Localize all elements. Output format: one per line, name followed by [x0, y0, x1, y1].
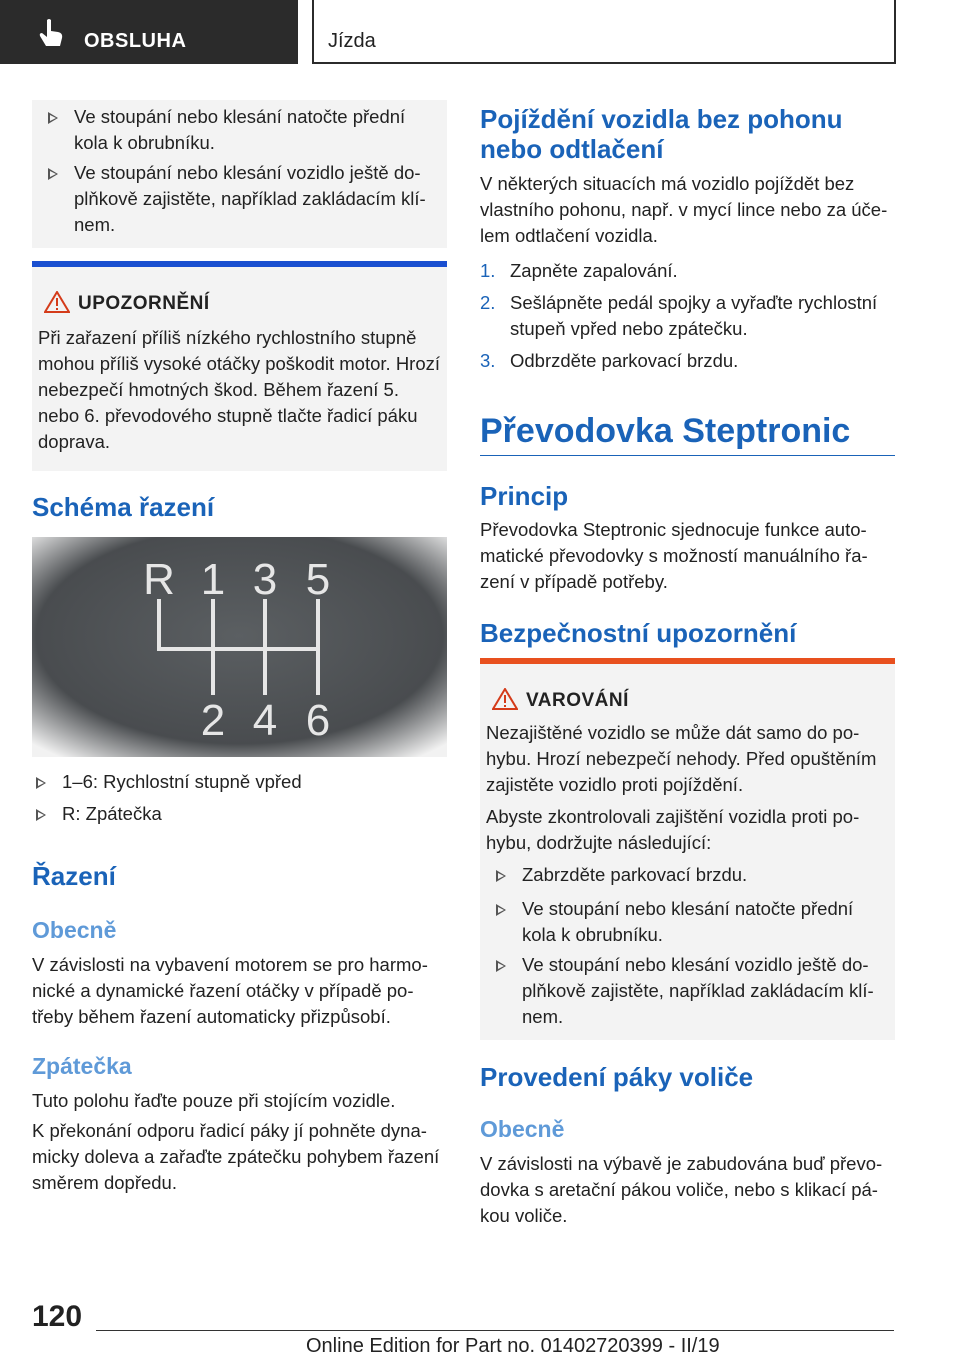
gear-shift-diagram — [32, 537, 447, 757]
caution-box — [32, 261, 447, 471]
triangle-bullet-icon — [36, 777, 46, 789]
safety-heading: Bezpečnostní upozornění — [480, 618, 797, 648]
triangle-bullet-icon — [496, 904, 506, 916]
heading-rule — [480, 455, 895, 456]
principle-text: Převodovka Steptronic sjednocuje funkce auto-matické převodovky s možností manuálního řa-zení v případě potřeby. — [480, 519, 868, 592]
list-item: Ve stoupání nebo klesání natočte přední kola k obrubníku. — [480, 896, 865, 948]
caution-text: Při zařazení příliš nízkého rychlostního stupně mohou příliš vysoké otáčky poškodit motor. Hrozí nebezpečí hmotných škod. Během řazení 5. nebo 6. převodového stupně tlačte řadicí páku doprava. — [38, 327, 441, 452]
towing-heading: Pojíždění vozidla bez pohonu nebo odtlačení — [480, 104, 843, 164]
gear-label-2: 2 — [200, 696, 226, 745]
list-item: Ve stoupání nebo klesání vozidlo ještě do-plňkově zajistěte, například zakládacím klí-nem. — [480, 952, 887, 1030]
warning-text-2: Abyste zkontrolovali zajištění vozidla proti po-hybu, dodržujte následující: — [486, 806, 860, 853]
reverse-subheading: Zpátečka — [32, 1053, 132, 1079]
list-item: 3. Odbrzděte parkovací brzdu. — [480, 350, 739, 371]
gear-label-r: R — [143, 555, 175, 604]
selector-heading: Provedení páky voliče — [480, 1062, 754, 1092]
edition-note: Online Edition for Part no. 01402720399 - II/19 — [306, 1335, 720, 1357]
list-item: Zabrzděte parkovací brzdu. — [480, 862, 885, 888]
chapter-title: Jízda — [328, 30, 376, 52]
gear-label-6: 6 — [305, 696, 331, 745]
warning-title: VAROVÁNÍ — [526, 690, 629, 711]
list-item: Ve stoupání nebo klesání natočte přední kola k obrubníku. — [32, 104, 427, 156]
header-chapter-tab — [312, 0, 896, 64]
selector-subheading: Obecně — [480, 1116, 565, 1142]
list-item: Ve stoupání nebo klesání vozidlo ještě do-plňkově zajistěte, například zakládacím klí-nem. — [32, 160, 439, 238]
gear-label-1: 1 — [200, 555, 226, 604]
page-number: 120 — [32, 1300, 83, 1333]
warning-text-1: Nezajištěné vozidlo se může dát samo do po-hybu. Hrozí nebezpečí nehody. Před opuštěním zajistěte vozidlo proti pojíždění. — [486, 722, 877, 795]
general-subheading: Obecně — [32, 917, 117, 943]
header-section-tab — [0, 0, 298, 64]
gear-label-4: 4 — [252, 696, 278, 745]
list-item: R: Zpátečka — [20, 801, 462, 827]
triangle-bullet-icon — [48, 168, 58, 180]
general-text: V závislosti na vybavení motorem se pro harmo-nické a dynamické řazení otáčky v případě po-třeby během řazení automaticky přizpůsobí. — [32, 954, 428, 1027]
warning-triangle-icon — [492, 688, 518, 710]
reverse-text-1: Tuto polohu řaďte pouze při stojícím vozidle. — [32, 1090, 396, 1111]
list-item: 2. Sešlápněte pedál spojky a vyřaďte rychlostní stupeň vpřed nebo zpátečku. — [480, 292, 878, 339]
list-item: 1–6: Rychlostní stupně vpřed — [20, 769, 462, 795]
gear-label-5: 5 — [305, 555, 331, 604]
section-title: OBSLUHA — [84, 30, 187, 52]
principle-heading: Princip — [480, 481, 569, 511]
footer-rule — [96, 1330, 894, 1331]
triangle-bullet-icon — [48, 112, 58, 124]
shift-pattern-heading: Schéma řazení — [32, 492, 215, 522]
triangle-bullet-icon — [496, 960, 506, 972]
securing-box — [32, 100, 447, 248]
warning-box — [480, 658, 895, 1040]
list-item: 1. Zapněte zapalování. — [480, 260, 678, 281]
warning-triangle-icon — [44, 291, 70, 313]
shifting-heading: Řazení — [32, 861, 116, 891]
hand-pointer-icon — [38, 18, 66, 48]
triangle-bullet-icon — [36, 809, 46, 821]
caution-title: UPOZORNĚNÍ — [78, 293, 210, 314]
selector-text: V závislosti na výbavě je zabudována buď převo-dovka s aretační pákou voliče, nebo s klikací pá-kou voliče. — [480, 1153, 883, 1226]
gear-label-3: 3 — [252, 555, 278, 604]
triangle-bullet-icon — [496, 870, 506, 882]
steptronic-heading: Převodovka Steptronic — [480, 412, 851, 450]
towing-text: V některých situacích má vozidlo pojíždět bez vlastního pohonu, např. v mycí lince nebo za úče-lem odtlačení vozidla. — [480, 173, 888, 246]
reverse-text-2: K překonání odporu řadicí páky jí pohněte dyna-micky doleva a zařaďte zpátečku pohybem řazení směrem dopředu. — [32, 1120, 440, 1193]
shift-pattern-figure — [32, 537, 447, 757]
